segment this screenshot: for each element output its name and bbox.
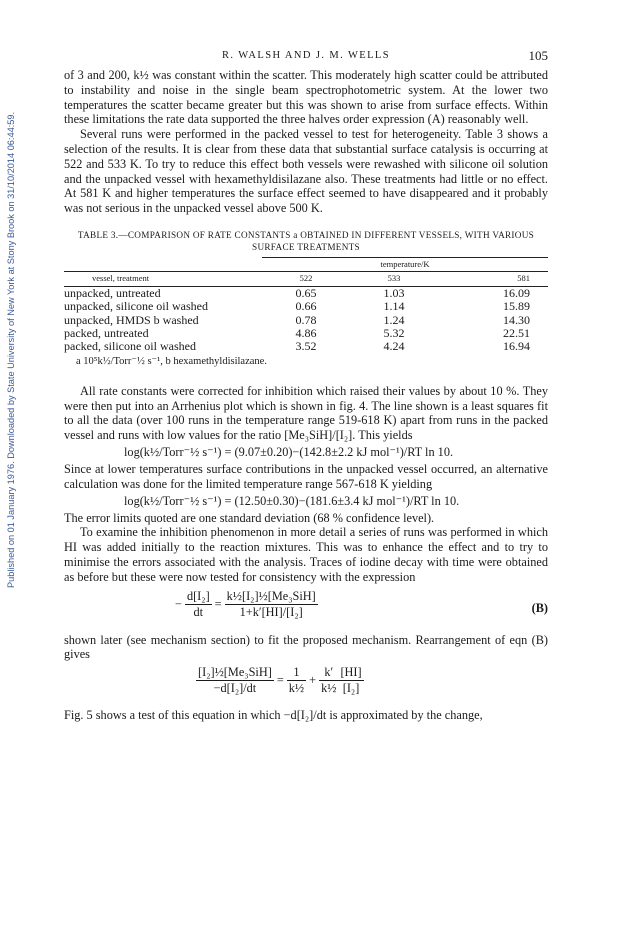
eqb-lhs-num: d[I₂] xyxy=(186,588,210,603)
eqc-term2 xyxy=(319,665,338,696)
table-caption-line-1: TABLE 3.—COMPARISON OF RATE CONSTANTS a OBTAINED IN DIFFERENT VESSELS, WITH VARIOUS xyxy=(77,229,535,240)
table-cell: 16.09 xyxy=(438,286,548,300)
equation-arrhenius-2: log(k½/Torr⁻½ s⁻¹) = (12.50±0.30)−(181.6±3.4 kJ mol⁻¹)/RT ln 10. xyxy=(124,493,460,508)
table-cell: 0.65 xyxy=(262,286,350,300)
table-cell: 1.14 xyxy=(383,299,405,314)
table-cell: 0.78 xyxy=(295,312,317,327)
table-temp-header: 522 xyxy=(262,272,350,286)
eqb-rhs-fraction xyxy=(225,589,318,620)
paragraph-1: of 3 and 200, k½ was constant within the scatter. This moderately high scatter could be attributed to instability and noise in the single beam spectrophotometric system. At the lower two temperatures the scatter became greater but this was shown to arise from surface effects. Within these limitations the rate data supported the three halves order expression (A) reasonably well. xyxy=(64,68,548,127)
paragraph-3: All rate constants were corrected for inhibition which raised their values by about 10 %. They were then put into an Arrhenius plot which is shown in fig. 4. The line shown is a least squares fit to all the data (over 100 runs in the temperature range 519-618 K) apart from runs in the packed vessel and runs with low values for the ratio [Me₃SiH]/[I₂]. This yields xyxy=(64,383,548,443)
table-cell: 5.32 xyxy=(383,326,405,340)
table-row-label: packed, untreated xyxy=(64,326,149,340)
table-row-label: unpacked, HMDS b washed xyxy=(64,312,199,327)
eqc-term3-den: [I₂] xyxy=(342,681,360,696)
eqb-tag: (B) xyxy=(531,600,548,615)
table-temp-header: 533 xyxy=(350,272,438,286)
eqc-term3 xyxy=(338,665,363,696)
equation-arrhenius-1: log(k½/Torr⁻½ s⁻¹) = (9.07±0.20)−(142.8±2.2 kJ mol⁻¹)/RT ln 10. xyxy=(124,445,454,459)
eqc-term1-den: k½ xyxy=(288,681,305,696)
paragraph-2: Several runs were performed in the packed vessel to test for heterogeneity. Table 3 shows a selection of the results. It is clear from these data that substantial surface catalysis is occurring at 522 and 533 K. To try to reduce this effect both vessels were rewashed with silicone oil solution and the unpacked vessel with hexamethyldisilazane also. These treatments had little or no effect. At 581 K and higher temperatures the surface effect seemed to have disappeared and it probably was not serious in the unpacked vessel above 500 K. xyxy=(64,127,548,216)
table-row xyxy=(64,286,548,300)
equation-rearranged xyxy=(64,665,548,705)
table-row xyxy=(64,340,548,353)
table-row xyxy=(64,314,548,327)
table-row-label: unpacked, untreated xyxy=(64,286,262,300)
paragraph-8: Fig. 5 shows a test of this equation in which −d[I₂]/dt is approximated by the change, xyxy=(64,708,483,723)
table-row-label: packed, silicone oil washed xyxy=(64,339,196,354)
eqc-term1 xyxy=(287,665,306,696)
eqc-term2-num: k′ xyxy=(319,665,338,681)
eqc-term3-num: [HI] xyxy=(340,665,362,680)
eqb-rhs-num: k½[I₂]½[Me₃SiH] xyxy=(226,588,316,603)
running-head: R. WALSH AND J. M. WELLS xyxy=(222,50,390,61)
table-cell: 14.30 xyxy=(503,312,530,327)
paragraph-4: Since at lower temperatures surface contributions in the unpacked vessel occurred, an alternative calculation was done for the limited temperature range 567-618 K yielding xyxy=(64,462,548,491)
table-cell: 4.24 xyxy=(383,339,405,354)
eqb-rhs-den: 1+k′[HI]/[I₂] xyxy=(239,604,303,619)
table-cell: 15.89 xyxy=(503,299,530,314)
eqb-minus: − xyxy=(175,596,182,611)
table-group-header: temperature/K xyxy=(262,257,548,271)
paragraph-5: The error limits quoted are one standard deviation (68 % confidence level). xyxy=(64,510,435,525)
table-row xyxy=(64,327,548,340)
eqb-lhs-fraction xyxy=(185,589,212,620)
eqc-lhs-num: [I₂]½[Me₃SiH] xyxy=(198,665,272,680)
table-caption xyxy=(64,229,548,253)
table-cell: 4.86 xyxy=(295,326,317,340)
page-header xyxy=(64,48,548,68)
table-cell: 22.51 xyxy=(503,326,530,340)
paragraph-6: To examine the inhibition phenomenon in more detail a series of runs was performed in which HI was added initially to the reaction mixtures. This was to enhance the effect and to try to minimise the errors associated with the analysis. Traces of iodine decay with time were obtained as before but these were now tested for consistency with the expression xyxy=(64,525,548,584)
download-notice-text: Published on 01 January 1976. Downloaded by State University of New York at Stony Brook on 31/10/2014 06:44:59. xyxy=(6,111,16,589)
table-cell: 3.52 xyxy=(295,339,317,354)
equation-b xyxy=(64,589,548,629)
eqc-plus: + xyxy=(309,673,317,688)
eqc-lhs-fraction xyxy=(196,665,274,696)
table-row-label: unpacked, silicone oil washed xyxy=(64,299,208,314)
table-cell: 16.94 xyxy=(503,339,530,354)
table-cell: 1.24 xyxy=(383,312,405,327)
table-col-header: vessel, treatment xyxy=(64,272,262,286)
table-temp-header: 581 xyxy=(438,272,548,286)
table-row xyxy=(64,300,548,313)
table-caption-line-2: SURFACE TREATMENTS xyxy=(252,241,360,252)
rate-constant-table xyxy=(64,257,548,354)
paragraph-7: shown later (see mechanism section) to fit the proposed mechanism. Rearrangement of eqn (B) gives xyxy=(64,632,548,662)
page-number: 105 xyxy=(528,48,548,63)
eqc-term1-num: 1 xyxy=(287,665,306,681)
eqc-equals: = xyxy=(276,673,284,688)
eqb-lhs-den: dt xyxy=(193,604,204,619)
table-footnote: a 10⁵k½/Torr⁻½ s⁻¹, b hexamethyldisilazane. xyxy=(76,355,267,367)
download-notice-sidebar xyxy=(0,50,22,650)
journal-page xyxy=(64,48,548,723)
eqc-term2-den: k½ xyxy=(321,681,337,696)
eqc-lhs-den: −d[I₂]/dt xyxy=(213,681,257,696)
eqb-equals: = xyxy=(214,596,222,611)
table-cell: 1.03 xyxy=(350,286,438,300)
table-cell: 0.66 xyxy=(295,299,317,314)
